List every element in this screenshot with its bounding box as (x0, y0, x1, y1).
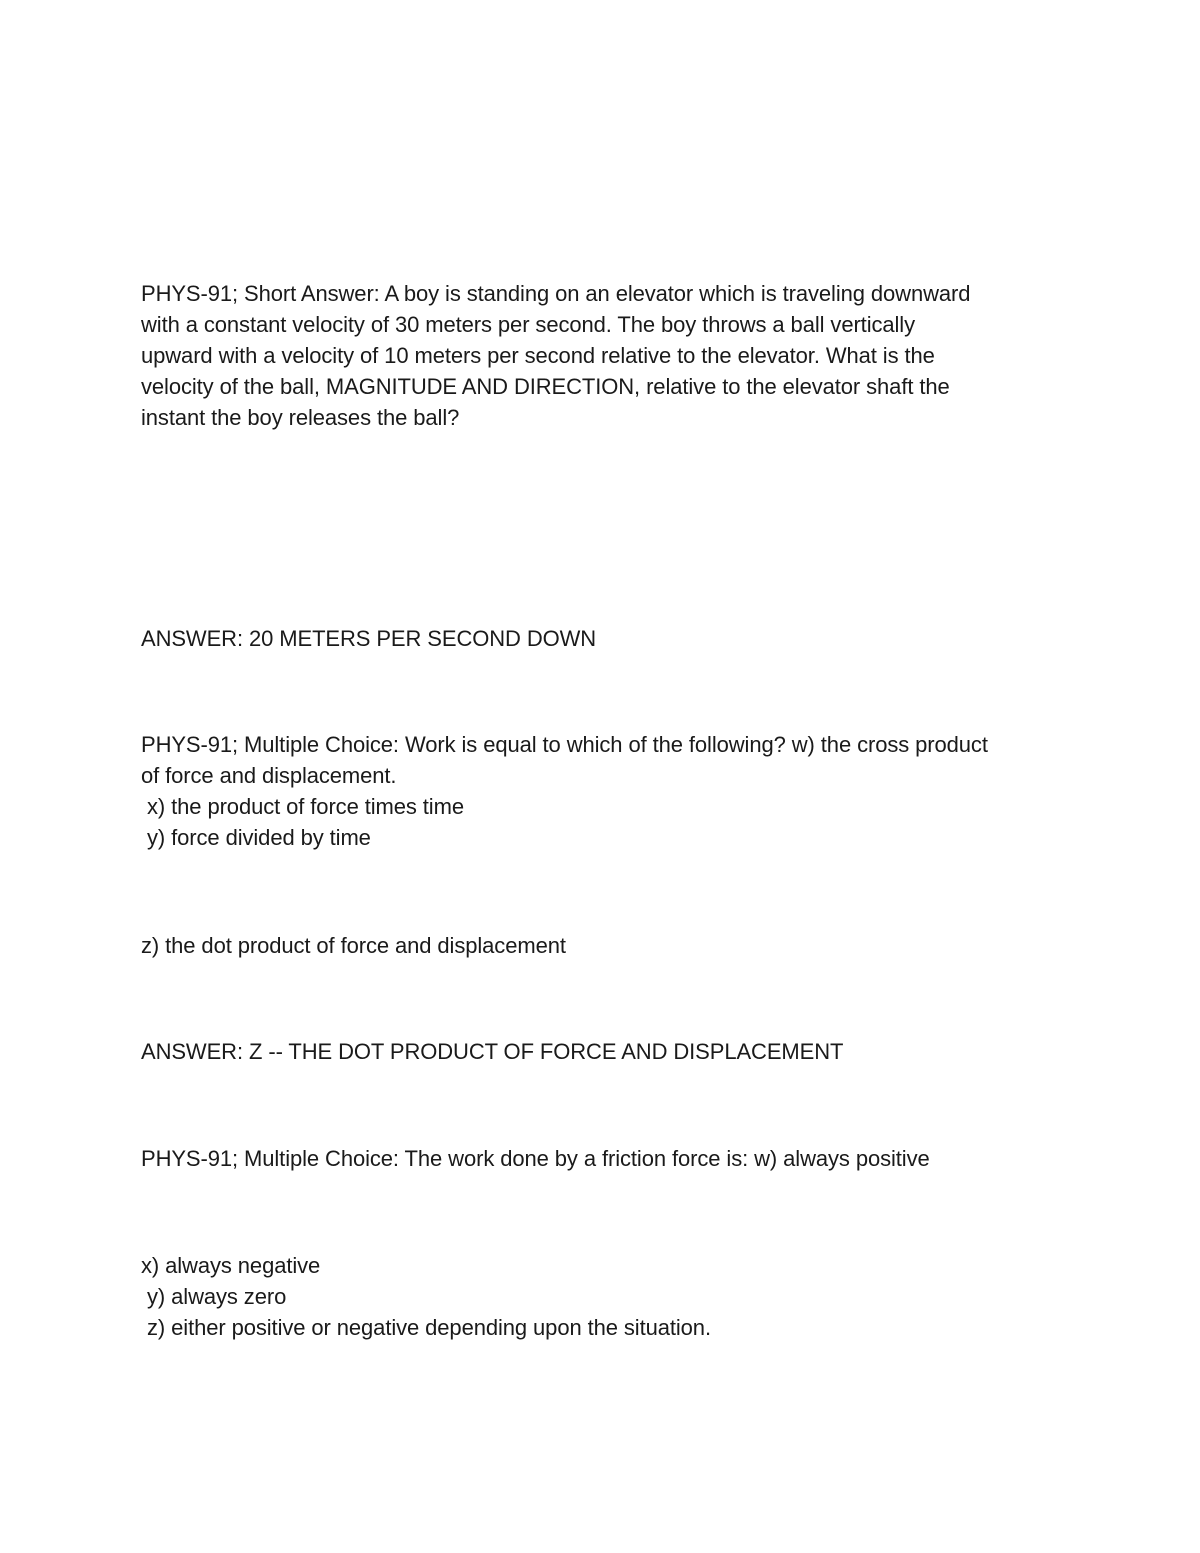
question-1-line-4: velocity of the ball, MAGNITUDE AND DIRECTION, relative to the elevator shaft the (141, 374, 950, 399)
question-2-option-x: x) the product of force times time (141, 794, 464, 819)
question-1-line-5: instant the boy releases the ball? (141, 405, 460, 430)
answer-2: ANSWER: Z -- THE DOT PRODUCT OF FORCE AND DISPLACEMENT (141, 1039, 844, 1064)
question-2-line-2: of force and displacement. (141, 763, 397, 788)
question-1-line-1: PHYS-91; Short Answer: A boy is standing on an elevator which is traveling downward (141, 281, 971, 306)
answer-1: ANSWER: 20 METERS PER SECOND DOWN (141, 626, 597, 651)
question-1-line-3: upward with a velocity of 10 meters per second relative to the elevator. What is the (141, 343, 935, 368)
question-3-line-1: PHYS-91; Multiple Choice: The work done by a friction force is: w) always positive (141, 1146, 930, 1171)
question-3-option-x: x) always negative (141, 1253, 321, 1278)
question-3-option-y: y) always zero (141, 1284, 287, 1309)
question-2-option-y: y) force divided by time (141, 825, 371, 850)
question-2-line-1: PHYS-91; Multiple Choice: Work is equal to which of the following? w) the cross product (141, 732, 988, 757)
question-1-line-2: with a constant velocity of 30 meters per second. The boy throws a ball vertically (141, 312, 915, 337)
question-2-option-z: z) the dot product of force and displacement (141, 933, 566, 958)
question-3-option-z: z) either positive or negative depending upon the situation. (141, 1315, 711, 1340)
